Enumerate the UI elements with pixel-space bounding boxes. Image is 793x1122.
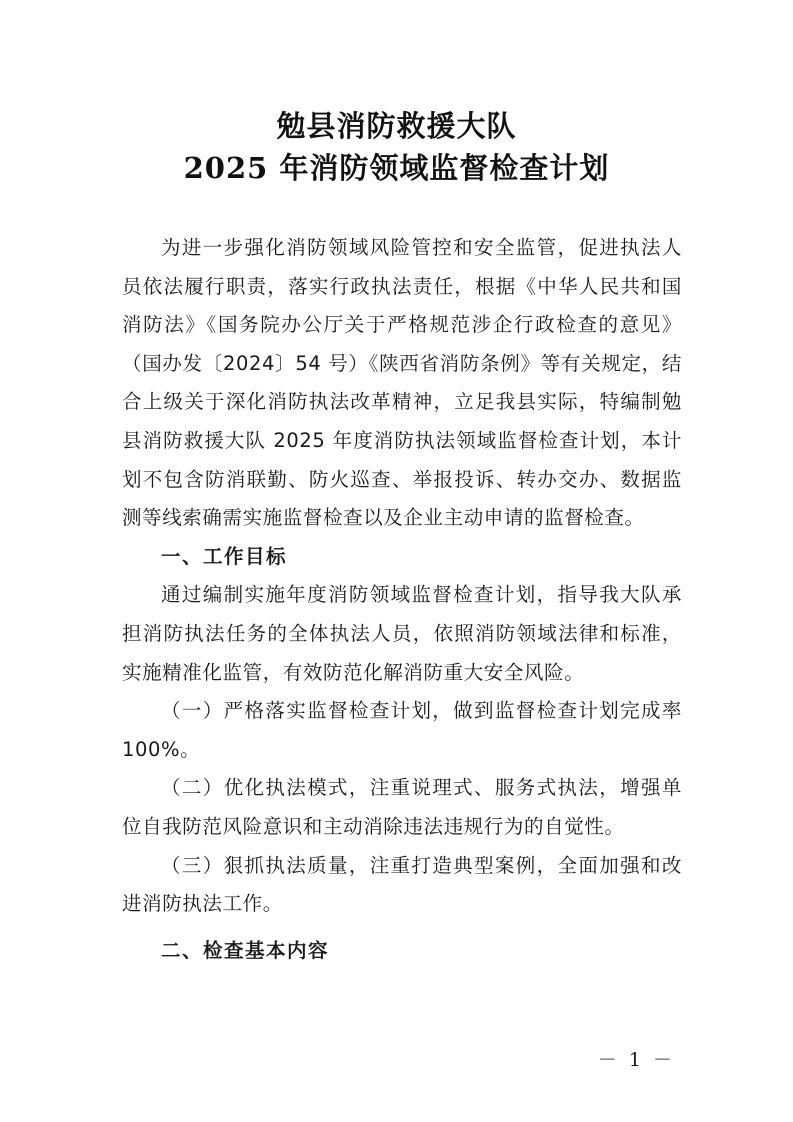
section-heading-content: 二、检查基本内容 [161,938,330,962]
goal-item-3: （三）狠抓执法质量，注重打造典型案例，全面加强和改进消防执法工作。 [122,853,682,916]
goal-item-1: （一）严格落实监督检查计划，做到监督检查计划完成率 100%。 [122,699,682,761]
page-number: － 1 － [597,1049,675,1071]
document-body [122,229,682,970]
section-heading-goals: 一、工作目标 [161,544,288,568]
goal-item-2: （二）优化执法模式，注重说理式、服务式执法，增强单位自我防范风险意识和主动消除违法违规行为的自觉性。 [122,776,682,838]
document-title-line1: 勉县消防救援大队 [276,109,517,143]
goals-paragraph: 通过编制实施年度消防领域监督检查计划，指导我大队承担消防执法任务的全体执法人员，依照消防领域法律和标准，实施精准化监管，有效防范化解消防重大安全风险。 [122,583,682,684]
intro-paragraph: 为进一步强化消防领域风险管控和安全监管，促进执法人员依法履行职责，落实行政执法责任，根据《中华人民共和国消防法》《国务院办公厅关于严格规范涉企行政检查的意见》（国办发〔2024〕54 号）《陕西省消防条例》等有关规定，结合上级关于深化消防执法改革精神，立足我县实际，特编制勉县消防救援大队 2025 年度消防执法领域监督检查计划，本计划不包含防消联勤、防火巡查、举报投诉、转办交办、数据监测等线索确需实施监督检查以及企业主动申请的监督检查。 [122,236,682,530]
document-title-line2: 2025 年消防领域监督检查计划 [183,151,610,185]
